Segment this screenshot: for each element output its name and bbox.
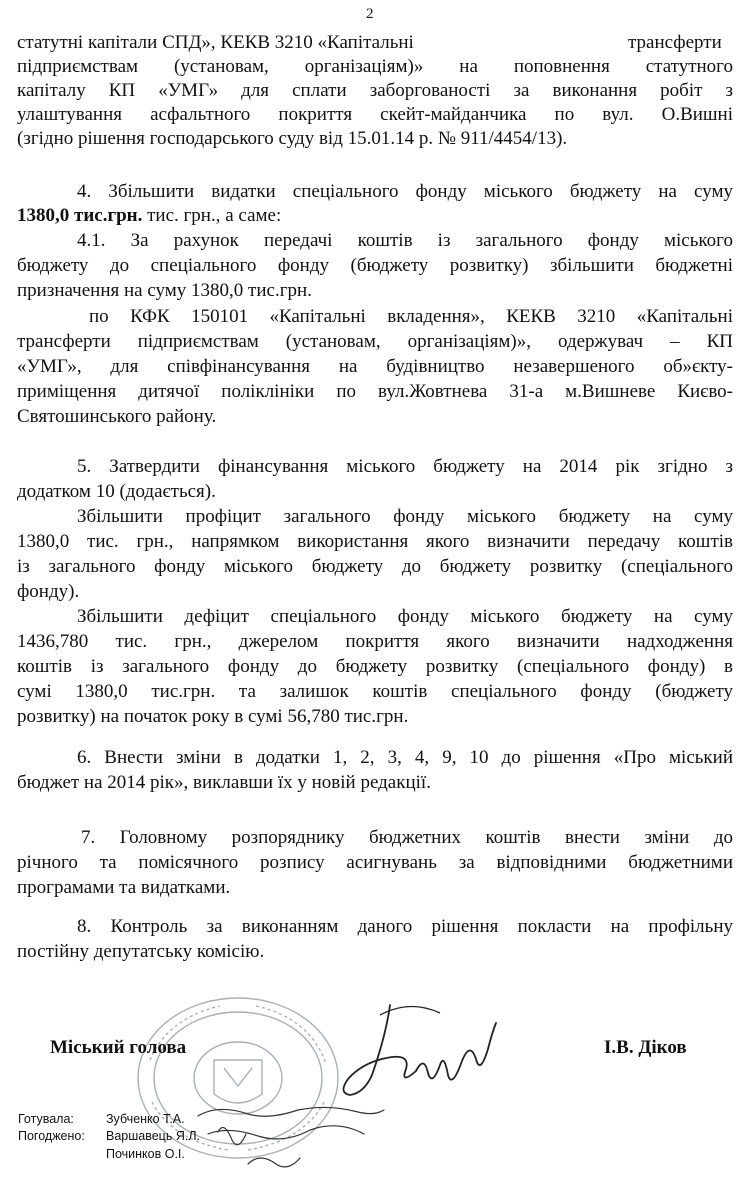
text-line: (згідно рішення господарського суду від 15.01.14 р. № 911/4454/13). — [17, 128, 568, 149]
kfk-line: Святошинського району. — [17, 406, 217, 427]
kfk-line: «УМГ», для співфінансування на будівництво незавершеного об»єкту- — [17, 356, 733, 377]
agreed-label: Погоджено: — [18, 1129, 85, 1143]
paragraph-8-line: постійну депутатську комісію. — [17, 941, 265, 962]
agreed-name-2: Починков О.І. — [106, 1147, 185, 1161]
agreed-name-1: Варшавець Я.Л. — [106, 1129, 200, 1143]
amount-bold: 1380,0 тис.грн. — [17, 205, 143, 226]
surplus-line: 1380,0 тис. грн., напрямком використання якого визначити передачу коштів — [17, 531, 733, 552]
deficit-line: розвитку) на початок року в сумі 56,780 тис.грн. — [17, 706, 409, 727]
deficit-line: Збільшити дефіцит спеціального фонду міського бюджету на суму — [77, 606, 733, 627]
paragraph-4-line — [17, 204, 281, 228]
paragraph-7-line: 7. Головному розпоряднику бюджетних коштів внести зміни до — [81, 827, 733, 848]
amount-rest: тис. грн., а саме: — [142, 205, 282, 226]
text-line: трансферти — [628, 32, 722, 53]
paragraph-7-line: програмами та видатками. — [17, 877, 231, 898]
page-number: 2 — [366, 6, 374, 22]
prepared-name: Зубченко Т.А. — [106, 1112, 185, 1126]
mayor-title: Міський голова — [50, 1037, 187, 1058]
paragraph-4-1-line: бюджету до спеціального фонду (бюджету розвитку) збільшити бюджетні — [17, 255, 733, 276]
prepared-label: Готувала: — [18, 1112, 74, 1126]
paragraph-5-line: додатком 10 (додається). — [17, 481, 216, 502]
paragraph-4-1-line: 4.1. За рахунок передачі коштів із загального фонду міського — [77, 230, 733, 251]
paragraph-6-line: 6. Внести зміни в додатки 1, 2, 3, 4, 9, 10 до рішення «Про міський — [77, 747, 733, 768]
paragraph-4-1-line: призначення на суму 1380,0 тис.грн. — [17, 280, 312, 301]
mayor-signature — [320, 995, 500, 1105]
surplus-line: фонду). — [17, 581, 80, 602]
surplus-line: Збільшити профіцит загального фонду міського бюджету на суму — [77, 506, 733, 527]
text-line: підприємствам (установам, організаціям)» на поповнення статутного — [17, 56, 733, 77]
deficit-line: сумі 1380,0 тис.грн. та залишок коштів спеціального фонду (бюджету — [17, 681, 733, 702]
paragraph-7-line: річного та помісячного розпису асигнувань за відповідними бюджетними — [17, 852, 733, 873]
deficit-line: 1436,780 тис. грн., джерелом покриття якого визначити надходження — [17, 631, 733, 652]
surplus-line: із загального фонду міського бюджету до бюджету розвитку (спеціального — [17, 556, 733, 577]
paragraph-5-line: 5. Затвердити фінансування міського бюджету на 2014 рік згідно з — [77, 456, 733, 477]
kfk-line: трансферти підприємствам (установам, організаціям)», одержувач – КП — [17, 331, 733, 352]
paragraph-4-line: 4. Збільшити видатки спеціального фонду міського бюджету на суму — [77, 181, 733, 202]
paragraph-8-line: 8. Контроль за виконанням даного рішення покласти на профільну — [77, 916, 733, 937]
kfk-line: приміщення дитячої поліклініки по вул.Жовтнева 31-а м.Вишневе Києво- — [17, 381, 733, 402]
deficit-line: коштів із загального фонду до бюджету розвитку (спеціального фонду) в — [17, 656, 733, 677]
text-line: капіталу КП «УМГ» для сплати заборгованості за виконання робіт з — [17, 80, 733, 101]
kfk-line: по КФК 150101 «Капітальні вкладення», КЕКВ 3210 «Капітальні — [89, 306, 733, 327]
approval-signatures — [188, 1100, 388, 1180]
paragraph-6-line: бюджет на 2014 рік», виклавши їх у новій редакції. — [17, 772, 431, 793]
mayor-name: І.В. Діков — [604, 1037, 687, 1058]
text-line: улаштування асфальтного покриття скейт-майданчика по вул. О.Вишні — [17, 104, 733, 125]
text-line: статутні капітали СПД», КЕКВ 3210 «Капітальні — [17, 32, 414, 53]
